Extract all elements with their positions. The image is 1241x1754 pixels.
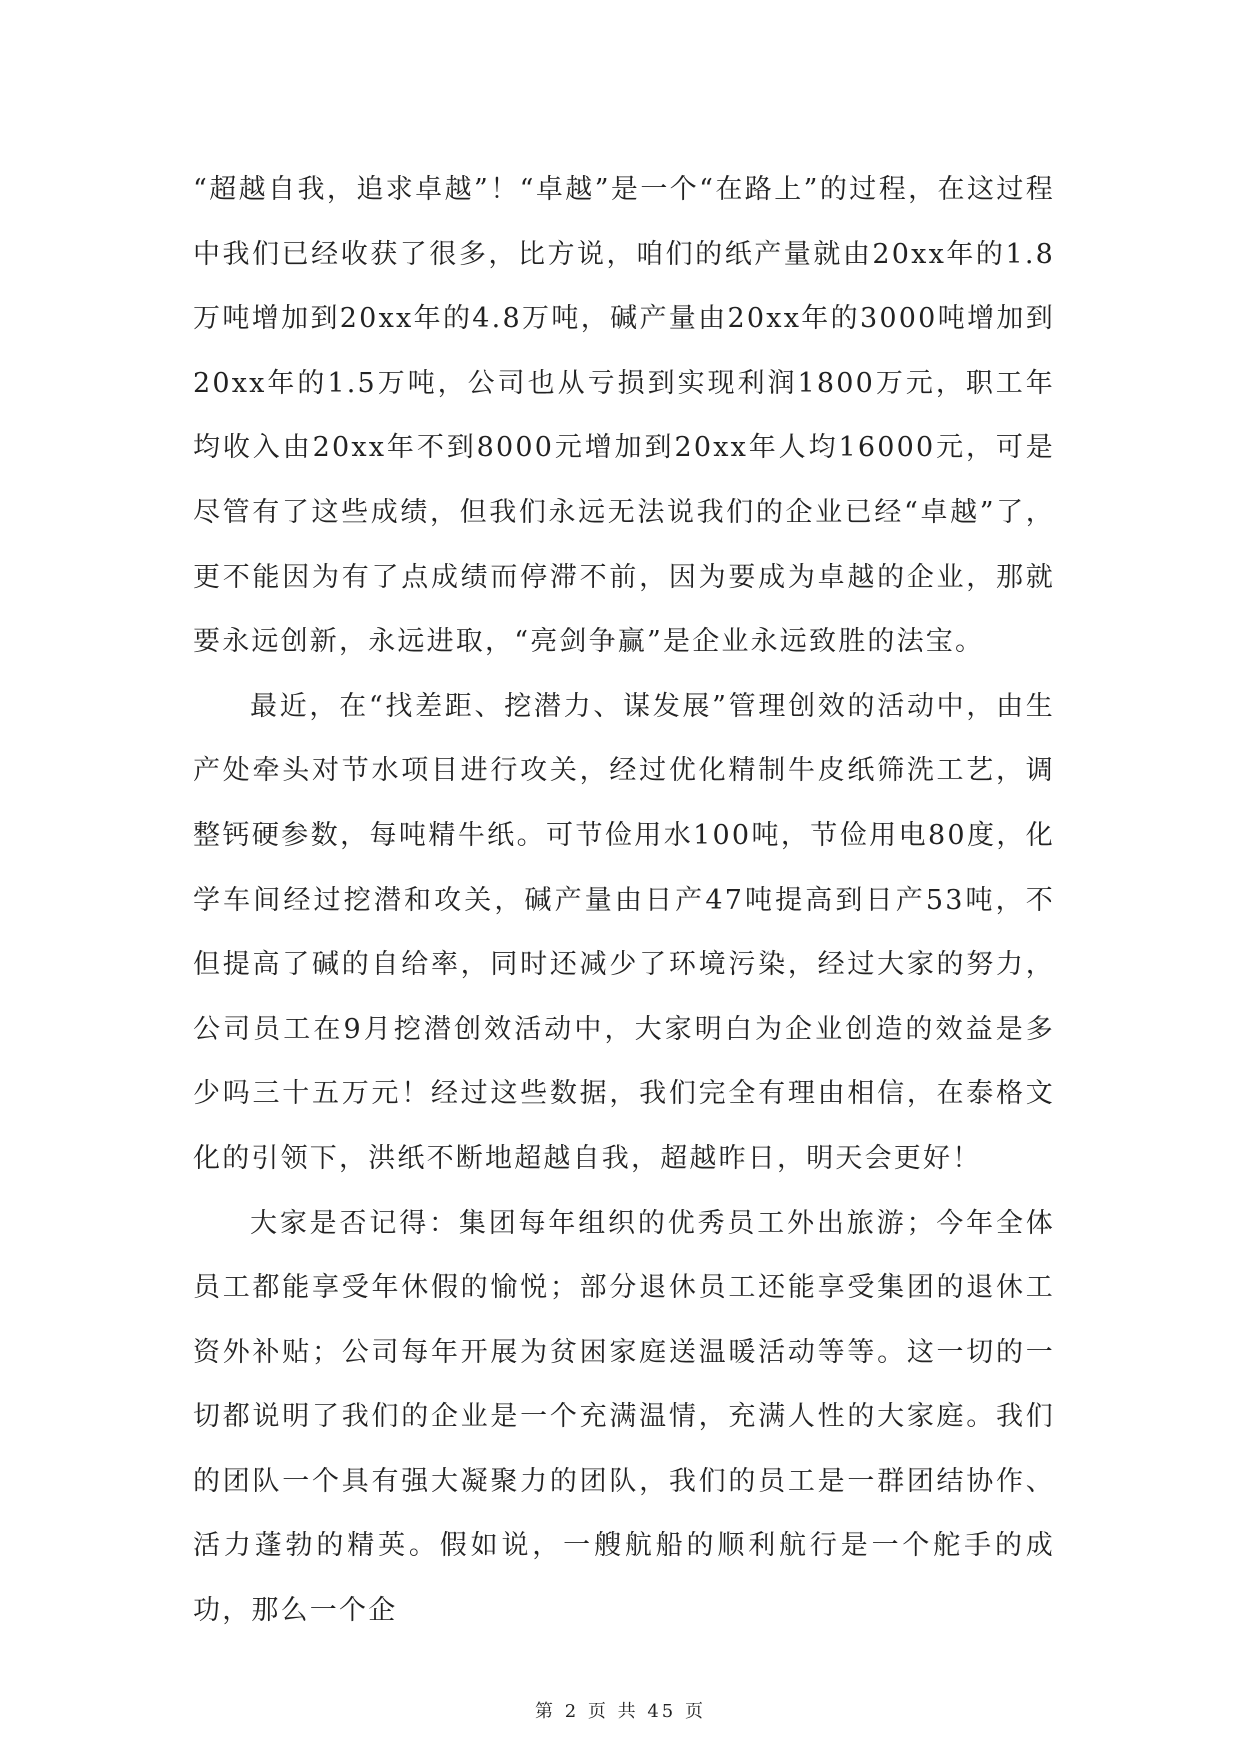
paragraph-3: 大家是否记得：集团每年组织的优秀员工外出旅游；今年全体员工都能享受年休假的愉悦；部分退休员工还能享受集团的退休工资外补贴；公司每年开展为贫困家庭送温暖活动等等。这一切的一切都说明了我们的企业是一个充满温情，充满人性的大家庭。我们的团队一个具有强大凝聚力的团队，我们的员工是一群团结协作、活力蓬勃的精英。假如说，一艘航船的顺利航行是一个舵手的成功，那么一个企 [193, 1207, 1055, 1627]
paragraph-2: 最近，在“找差距、挖潜力、谋发展”管理创效的活动中，由生产处牵头对节水项目进行攻关，经过优化精制牛皮纸筛洗工艺，调整钙硬参数，每吨精牛纸。可节俭用水100吨，节俭用电80度，化学车间经过挖潜和攻关，碱产量由日产47吨提高到日产53吨，不但提高了碱的自给率，同时还减少了环境污染，经过大家的努力，公司员工在9月挖潜创效活动中，大家明白为企业创造的效益是多少吗三十五万元！经过这些数据，我们完全有理由相信，在泰格文化的引领下，洪纸不断地超越自我，超越昨日，明天会更好！ [193, 690, 1055, 1174]
document-body [193, 158, 1055, 1644]
page-number-footer: 第 2 页 共 45 页 [535, 1701, 706, 1722]
paragraph-1: “超越自我，追求卓越”！“卓越”是一个“在路上”的过程，在这过程中我们已经收获了很多，比方说，咱们的纸产量就由20xx年的1.8万吨增加到20xx年的4.8万吨，碱产量由20xx年的3000吨增加到20xx年的1.5万吨，公司也从亏损到实现利润1800万元，职工年均收入由20xx年不到8000元增加到20xx年人均16000元，可是尽管有了这些成绩，但我们永远无法说我们的企业已经“卓越”了，更不能因为有了点成绩而停滞不前，因为要成为卓越的企业，那就要永远创新，永远进取，“亮剑争赢”是企业永远致胜的法宝。 [193, 174, 1055, 658]
